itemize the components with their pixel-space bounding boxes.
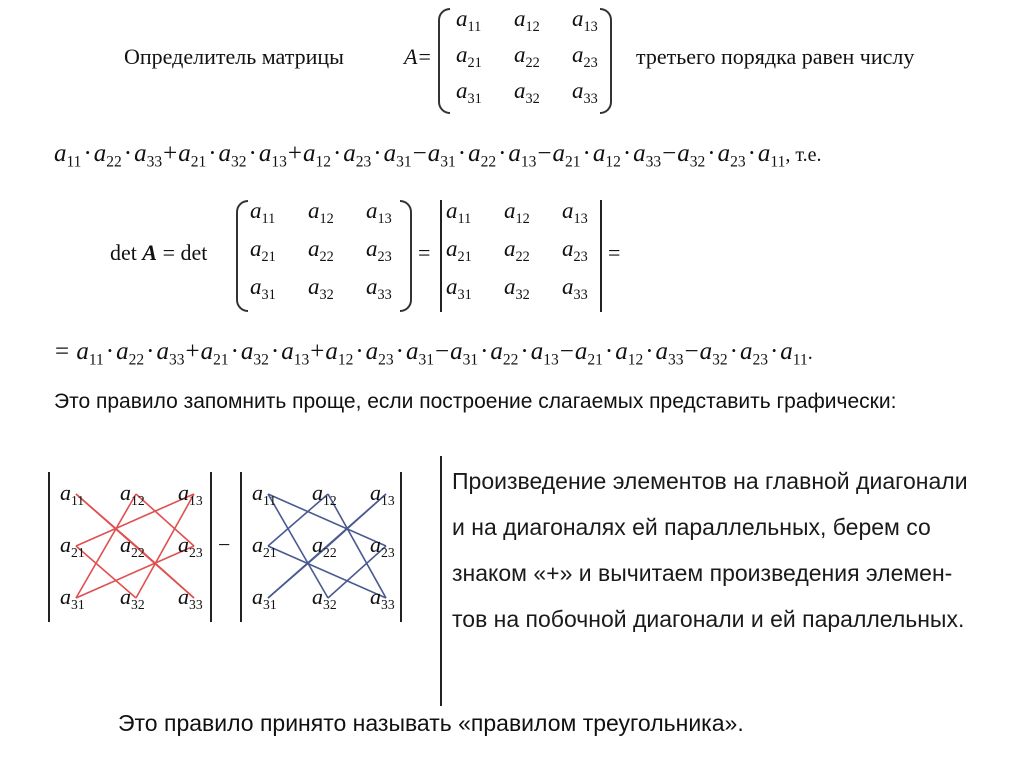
intro-matrix-cell-33: $a_{33}$ [572,78,598,107]
det-determinant-cell-31: $a_{31}$ [446,274,472,303]
formula-dot: · [373,140,382,167]
formula-dot: · [622,140,632,167]
formula-factor: $a_{31}$ [383,140,412,171]
det-matrix-cell-31: $a_{31}$ [250,274,276,303]
det-determinant-cell-11: $a_{11}$ [446,198,472,227]
det-matrix-cell-11: $a_{11}$ [250,198,276,227]
formula-factor: $a_{12}$ [302,140,331,171]
matrix-equals: = [418,44,431,69]
matrix-symbol-letter: A [404,44,418,69]
det-word-2: det [180,240,208,265]
formula-factor: $a_{23}$ [365,338,394,369]
formula-factor: $a_{13}$ [508,140,537,171]
formula-factor: $a_{21}$ [178,140,207,171]
formula-factor: $a_{22}$ [490,338,519,369]
g2-cell-23: $a_{23}$ [370,532,395,560]
det-determinant-cell-23: $a_{23}$ [562,236,588,265]
footer-rule-name: Это правило принято называть «правилом треугольника». [118,710,744,736]
formula-factor: $a_{11}$ [757,140,786,171]
g2-cell-33: $a_{33}$ [370,584,395,612]
formula-factor: $a_{12}$ [325,338,354,369]
formula-factor: $a_{33}$ [633,140,662,171]
formula-dot: · [208,140,217,167]
formula-dot: · [729,338,738,365]
formula-factor: $a_{31}$ [405,338,434,369]
intro-matrix-cell-11: $a_{11}$ [456,6,482,35]
det-determinant-cell-22: $a_{22}$ [504,236,530,265]
formula-sign: − [412,140,427,167]
det-matrix-cell-21: $a_{21}$ [250,236,276,265]
formula-factor: $a_{31}$ [450,338,479,369]
formula-dot: · [457,140,467,167]
formula-factor: $a_{31}$ [427,140,456,171]
det-matrix-cell-33: $a_{33}$ [366,274,392,303]
det-matrix-cell-22: $a_{22}$ [308,236,334,265]
g2-cell-11: $a_{11}$ [252,480,277,508]
g1-cell-22: $a_{22}$ [120,532,145,560]
formula-dot: · [332,140,342,167]
g1-cell-11: $a_{11}$ [60,480,85,508]
formula-factor: $a_{23}$ [717,140,746,171]
det-determinant-cell-13: $a_{13}$ [562,198,588,227]
det-eq2: = [418,240,431,265]
formula-dot: · [105,338,115,365]
det-determinant-cell-21: $a_{21}$ [446,236,472,265]
formula-dot: · [83,140,92,167]
intro-matrix-cell-31: $a_{31}$ [456,78,482,107]
formula-sign: − [537,140,552,167]
formula-factor: $a_{13}$ [530,338,559,369]
det-determinant-cell-12: $a_{12}$ [504,198,530,227]
formula-suffix: , т.е. [785,144,822,166]
formula-sign: + [185,338,200,365]
explanation [452,458,1012,642]
formula-factor: $a_{11}$ [76,338,104,369]
formula-dot: · [270,338,280,365]
det-determinant-cell-32: $a_{32}$ [504,274,530,303]
formula-dot: · [582,140,591,167]
g2-cell-12: $a_{12}$ [312,480,337,508]
formula-factor: $a_{32}$ [218,140,247,171]
g1-cell-23: $a_{23}$ [178,532,203,560]
formula-dot: · [769,338,779,365]
formula-factor: $a_{33}$ [134,140,163,171]
intro-matrix-cell-21: $a_{21}$ [456,42,482,71]
intro-text-after: третьего порядка равен числу [636,44,915,69]
g1-cell-13: $a_{13}$ [178,480,203,508]
g1-cell-12: $a_{12}$ [120,480,145,508]
formula-sign: − [684,338,699,365]
intro-matrix-cell-32: $a_{32}$ [514,78,540,107]
formula-dot: · [230,338,239,365]
formula-factor: $a_{33}$ [156,338,185,369]
formula-factor: $a_{23}$ [739,338,768,369]
g1-cell-32: $a_{32}$ [120,584,145,612]
formula-sign: + [163,140,178,167]
formula-dot: · [498,140,507,167]
formula-sign: + [287,140,302,167]
explanation-separator [440,456,442,706]
g2-cell-32: $a_{32}$ [312,584,337,612]
graph-minus: − [218,532,231,557]
rule-intro: Это правило запомнить проще, если построение слагаемых представить графически: [54,390,897,413]
formula-factor: $a_{22}$ [468,140,497,171]
formula-suffix: . [807,342,813,364]
intro-matrix-cell-22: $a_{22}$ [514,42,540,71]
formula-factor: $a_{12}$ [592,140,621,171]
formula-dot: · [355,338,364,365]
det-matrix-cell-23: $a_{23}$ [366,236,392,265]
det-matrix-cell-32: $a_{32}$ [308,274,334,303]
formula-factor: $a_{22}$ [116,338,145,369]
g2-cell-31: $a_{31}$ [252,584,277,612]
formula-sign: − [434,338,450,365]
formula-factor: $a_{23}$ [343,140,372,171]
formula-factor: $a_{11}$ [54,140,82,171]
formula-factor: $a_{33}$ [655,338,684,369]
formula-dot: · [146,338,155,365]
formula-factor: $a_{21}$ [574,338,603,369]
formula-factor: $a_{32}$ [677,140,706,171]
g2-cell-13: $a_{13}$ [370,480,395,508]
formula-factor: $a_{21}$ [552,140,581,171]
g2-cell-21: $a_{21}$ [252,532,277,560]
det-matrix-cell-13: $a_{13}$ [366,198,392,227]
g2-cell-22: $a_{22}$ [312,532,337,560]
intro-text-before: Определитель матрицы [124,44,344,69]
formula-factor: $a_{21}$ [200,338,229,369]
det-eq3: = [608,240,621,265]
formula-dot: · [248,140,257,167]
det-determinant-cell-33: $a_{33}$ [562,274,588,303]
explanation-line-3: знаком «+» и вычитаем произведения элемен- [452,560,953,586]
det-word: det [110,240,137,265]
formula-factor: $a_{22}$ [93,140,122,171]
det-symbol: A [142,240,158,265]
formula-dot: · [645,338,654,365]
formula-factor: $a_{13}$ [281,338,310,369]
explanation-line-2: и на диагоналях ей параллельных, берем со [452,514,931,540]
explanation-line-4: тов на побочной диагонали и ей параллельных. [452,606,965,632]
formula-sign: + [310,338,325,365]
formula-dot: · [604,338,614,365]
g1-cell-31: $a_{31}$ [60,584,85,612]
formula-factor: $a_{32}$ [699,338,728,369]
det-matrix-cell-12: $a_{12}$ [308,198,334,227]
g1-cell-21: $a_{21}$ [60,532,85,560]
intro-matrix-cell-12: $a_{12}$ [514,6,540,35]
formula-factor: $a_{32}$ [240,338,269,369]
formula-sign: − [559,338,574,365]
formula-dot: · [520,338,529,365]
explanation-line-1: Произведение элементов на главной диагонали [452,468,968,494]
det-eq: = [162,240,175,265]
formula-dot: · [123,140,133,167]
formula-dot: · [395,338,404,365]
intro-matrix-cell-13: $a_{13}$ [572,6,598,35]
g1-cell-33: $a_{33}$ [178,584,203,612]
formula-sign: − [662,140,677,167]
formula-dot: · [707,140,716,167]
formula-factor: $a_{13}$ [258,140,287,171]
formula-dot: · [747,140,756,167]
intro-matrix-cell-23: $a_{23}$ [572,42,598,71]
formula-factor: $a_{12}$ [615,338,644,369]
formula-dot: · [480,338,489,365]
formula-prefix: = [55,338,76,365]
formula-factor: $a_{11}$ [780,338,808,369]
